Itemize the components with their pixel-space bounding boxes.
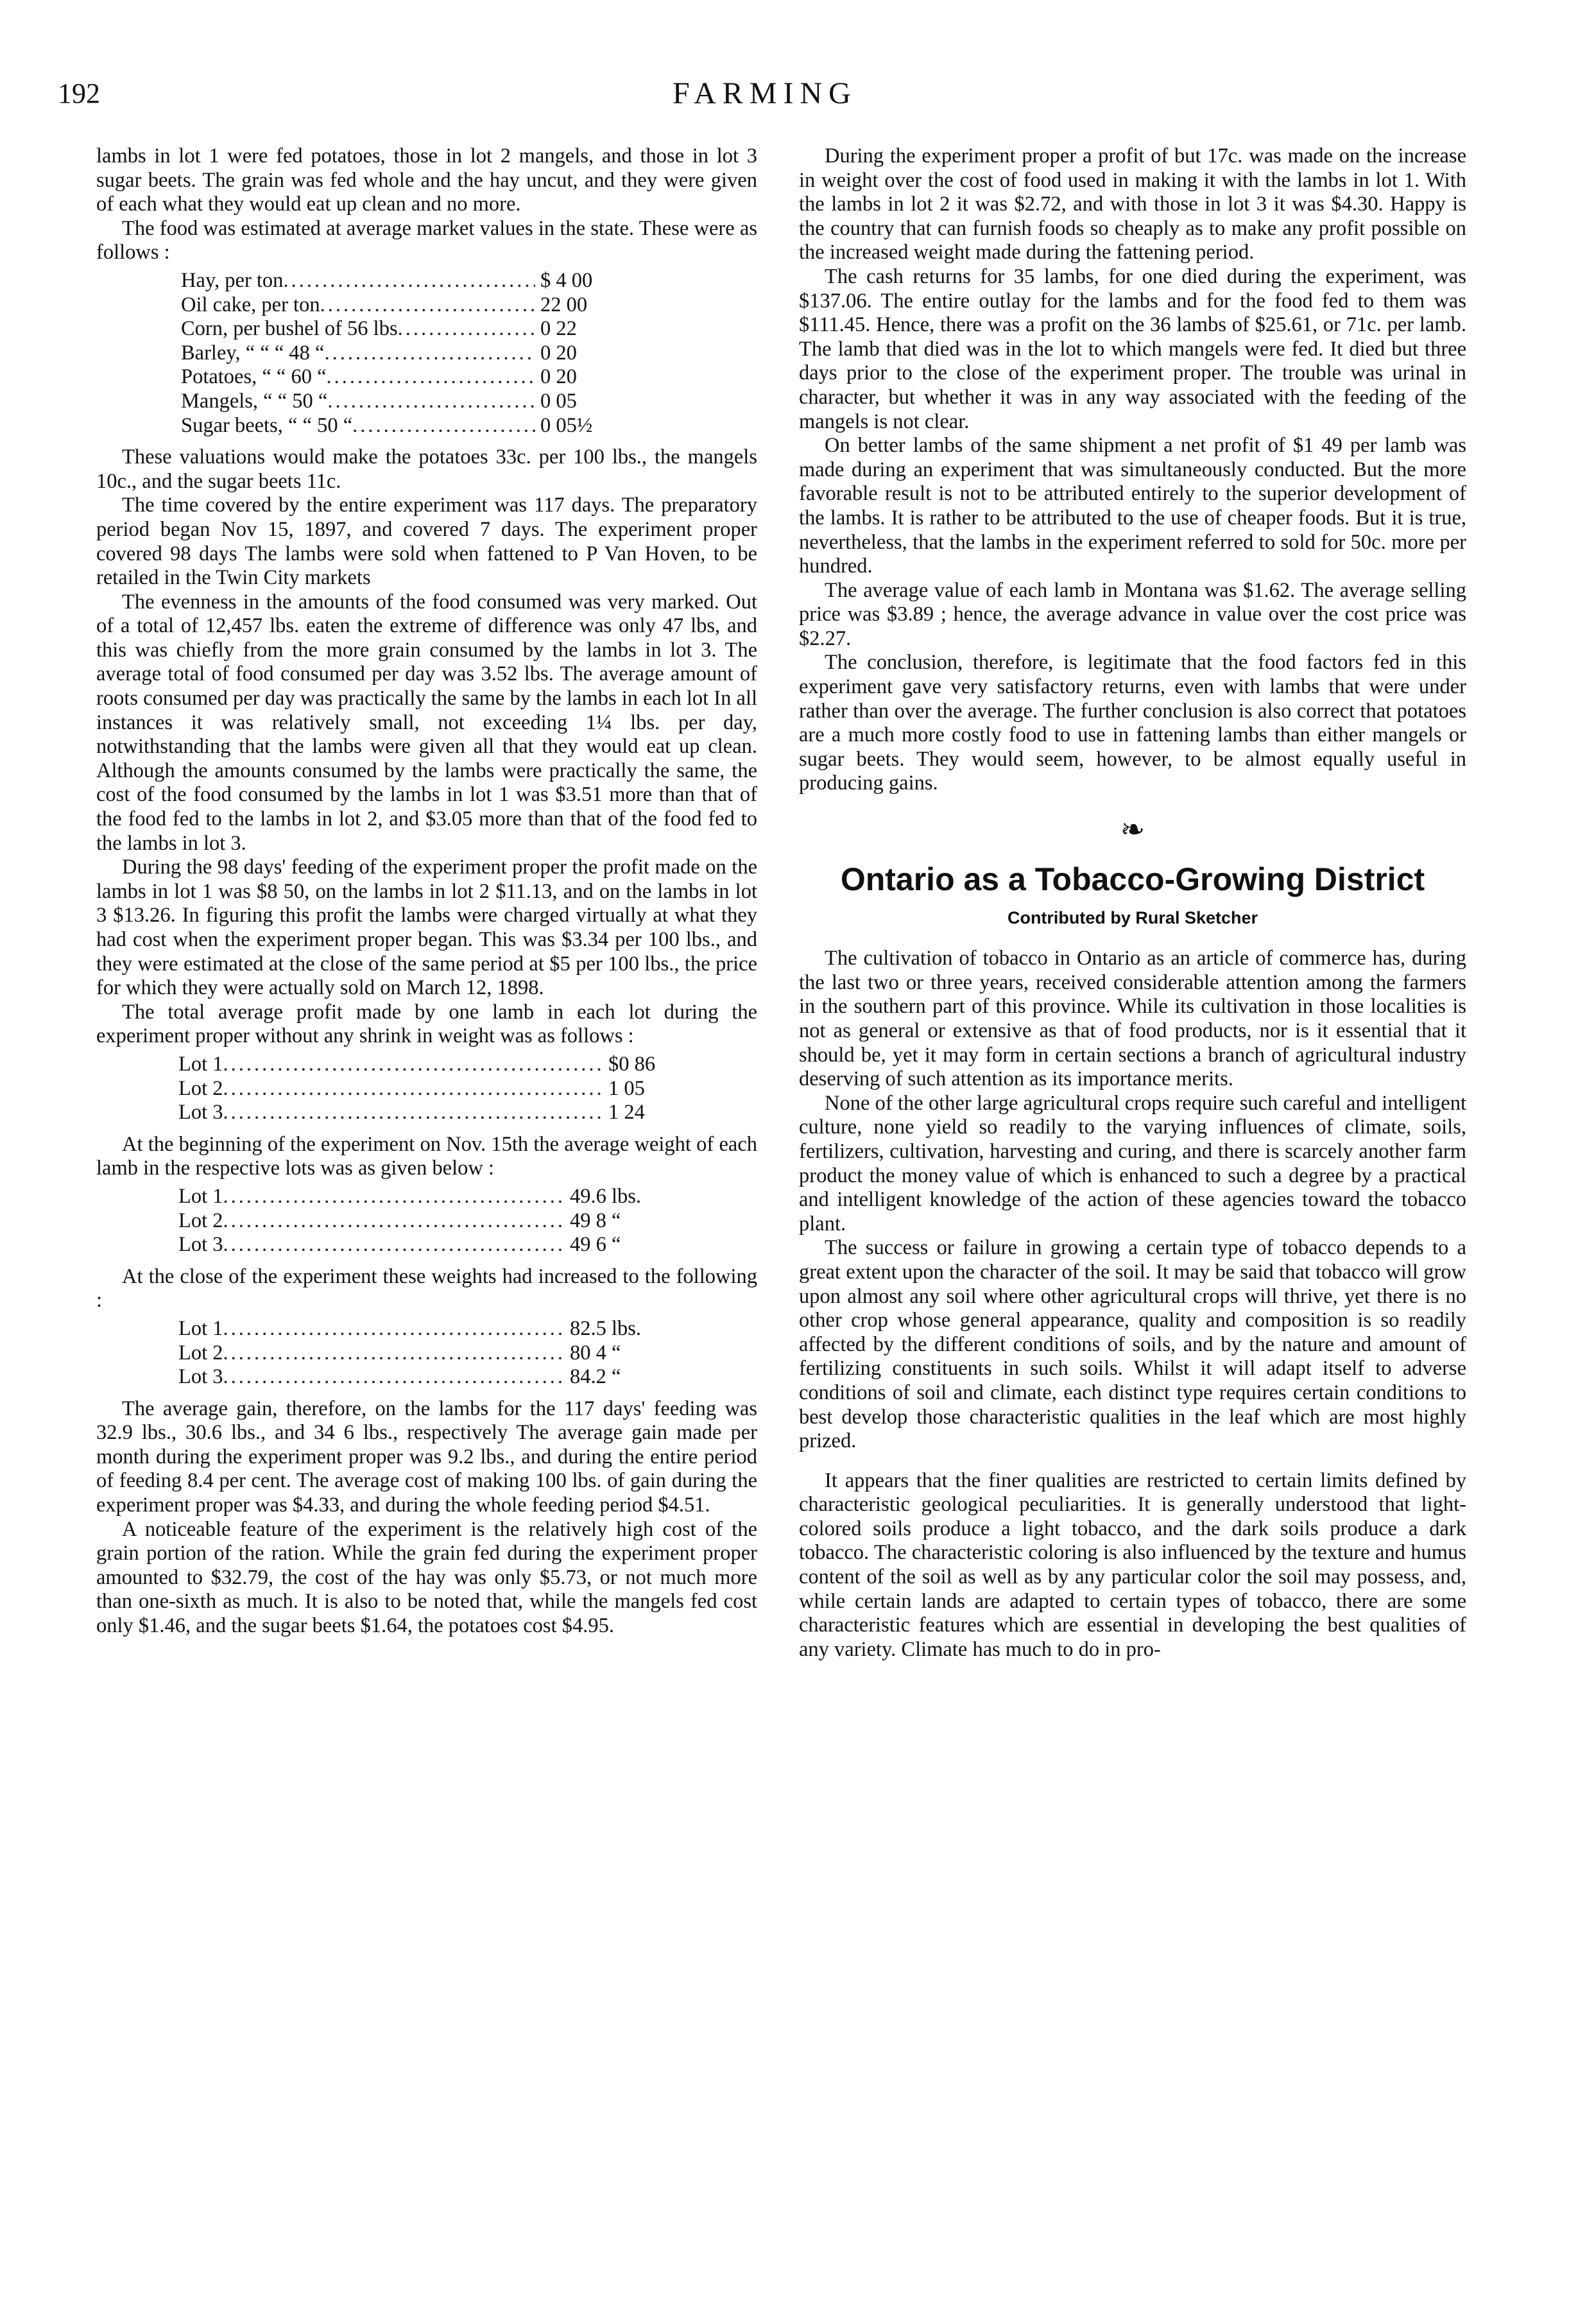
leader-dots bbox=[223, 1341, 565, 1366]
leader-dots bbox=[398, 317, 535, 341]
paragraph: The total average profit made by one lamb in each lot during the experiment proper without any shrink in weight was as follows : bbox=[96, 1000, 757, 1048]
feed-row bbox=[181, 269, 643, 293]
paragraph: During the 98 days' feeding of the experiment proper the profit made on the lambs in lot 1 was $8 50, on the lambs in lot 2 $11.13, and on the lambs in lot 3 $13.26. In figuring this profit the lambs were charged virtually at what they had cost when the experiment proper began. This was $3.34 per 100 lbs., and they were estimated at the close of the same period at $5 per 100 lbs., the price for which they were actually sold on March 12, 1898. bbox=[96, 856, 757, 1000]
weight-value: 84.2 “ bbox=[570, 1365, 621, 1389]
profit-row bbox=[178, 1053, 679, 1077]
feed-value: 0 05 bbox=[540, 389, 577, 413]
right-column bbox=[799, 144, 1466, 1662]
leader-dots bbox=[327, 365, 535, 390]
paragraph: lambs in lot 1 were fed potatoes, those in lot 2 mangels, and those in lot 3 sugar beets. The grain was fed whole and the hay uncut, and they were given of each what they would eat up clean and no more. bbox=[96, 144, 757, 216]
leader-dots bbox=[324, 341, 535, 366]
feed-label: Hay, per ton bbox=[181, 268, 284, 292]
paragraph: The conclusion, therefore, is legitimate that the food factors fed in this experiment gave very satisfactory returns, even with lambs that were under rather than over the average. The further conclusion is also correct that potatoes are a much more costly food to use in fattening lambs than either mangels or sugar beets. They would seem, however, to be almost equally useful in producing gains. bbox=[799, 651, 1466, 795]
feed-row bbox=[181, 390, 643, 414]
leader-dots bbox=[223, 1077, 603, 1101]
lot-label: Lot 1 bbox=[178, 1316, 223, 1340]
feed-label: Mangels, “ “ 50 “ bbox=[181, 389, 328, 413]
feed-value: 0 05½ bbox=[540, 413, 593, 437]
leader-dots bbox=[283, 269, 535, 293]
paragraph: None of the other large agricultural crops require such careful and intelligent culture, none yield so readily to the varying influences of climate, soils, fertilizers, cultivation, harvesting and curing, and there is scarcely another farm product the money value of which is enhanced to such a degree by a practical and intelligent knowledge of the action of these agencies toward the tobacco plant. bbox=[799, 1091, 1466, 1235]
profit-table bbox=[178, 1053, 679, 1125]
feed-value: 0 20 bbox=[540, 365, 577, 389]
weight-row bbox=[178, 1365, 666, 1390]
profit-row bbox=[178, 1101, 679, 1125]
running-title: FARMING bbox=[673, 76, 857, 110]
leader-dots bbox=[320, 293, 535, 318]
profit-value: 1 05 bbox=[608, 1076, 645, 1100]
leader-dots bbox=[327, 390, 535, 414]
lot-label: Lot 2 bbox=[178, 1076, 223, 1100]
lot-label: Lot 3 bbox=[178, 1101, 223, 1124]
paragraph: The success or failure in growing a certain type of tobacco depends to a great extent upon the character of the soil. It may be said that tobacco will grow upon almost any soil where other agricultural crops will thrive, yet there is no other crop whose general appearance, quality and composition is so readily affected by the different conditions of soils, and by the nature and amount of fertilizing constituents in such soils. Whilst it will adapt itself to adverse conditions of soil and climate, each distinct type requires certain conditions to best develop those characteristic qualities in the leaf which are most highly prized. bbox=[799, 1236, 1466, 1453]
feed-label: Oil cake, per ton bbox=[181, 293, 320, 316]
lot-label: Lot 3 bbox=[178, 1365, 223, 1389]
lot-label: Lot 2 bbox=[178, 1341, 223, 1364]
paragraph: The food was estimated at average market values in the state. These were as follows : bbox=[96, 216, 757, 264]
paragraph: At the beginning of the experiment on Nov. 15th the average weight of each lamb in the respective lots was as given below : bbox=[96, 1132, 757, 1180]
feed-label: Potatoes, “ “ 60 “ bbox=[181, 365, 327, 389]
paragraph: It appears that the finer qualities are restricted to certain limits defined by characteristic geological peculiarities. It is generally understood that light-colored soils produce a light tobacco, and the dark soils produce a dark tobacco. The characteristic coloring is also influenced by the texture and humus content of the soil as well as by any particular color the soil may possess, and, while certain lands are adapted to certain types of tobacco, there are some characteristic features which are essential in developing the best qualities of any variety. Climate has much to do in pro- bbox=[799, 1468, 1466, 1661]
profit-value: 1 24 bbox=[608, 1101, 645, 1124]
leader-dots bbox=[223, 1053, 603, 1077]
end-weights-table bbox=[178, 1317, 666, 1390]
leader-dots bbox=[352, 414, 535, 438]
leader-dots bbox=[223, 1209, 565, 1234]
paragraph: During the experiment proper a profit of but 17c. was made on the increase in weight over the cost of food used in making it with the lambs in lot 1. With the lambs in lot 2 it was $2.72, and with those in lot 3 it was $4.30. Happy is the country that can furnish foods so cheaply as to make any profit possible on the increased weight made during the fattening period. bbox=[799, 144, 1466, 264]
paragraph: The time covered by the entire experiment was 117 days. The preparatory period began Nov 15, 1897, and covered 7 days. The experiment proper covered 98 days The lambs were sold when fattened to P Van Hoven, to be retailed in the Twin City markets bbox=[96, 494, 757, 590]
weight-value: 49.6 lbs. bbox=[570, 1184, 642, 1208]
leader-dots bbox=[223, 1101, 603, 1125]
lot-label: Lot 3 bbox=[178, 1233, 223, 1257]
leader-dots bbox=[223, 1233, 565, 1257]
leader-dots bbox=[223, 1317, 565, 1341]
paragraph: The evenness in the amounts of the food consumed was very marked. Out of a total of 12,457 lbs. eaten the extreme of difference was only 47 lbs, and this was chiefly from the more grain consumed by the lambs in lot 3. The average total of food consumed per day was 3.52 lbs. The average amount of roots consumed per day was practically the same by the lambs in each lot In all instances it was relatively small, not exceeding 1¼ lbs. per day, notwithstanding that the lambs were given all that they would eat up clean. Although the amounts consumed by the lambs were practically the same, the cost of the food consumed by the lambs in lot 1 was $3.51 more than that of the food fed to the lambs in lot 2, and $3.05 more than that of the food fed to the lambs in lot 3. bbox=[96, 590, 757, 855]
feed-value: 0 22 bbox=[540, 317, 577, 341]
left-column bbox=[96, 144, 757, 1639]
weight-row bbox=[178, 1233, 666, 1257]
feed-label: Sugar beets, “ “ 50 “ bbox=[181, 413, 353, 437]
feed-value: 0 20 bbox=[540, 341, 577, 365]
lot-label: Lot 2 bbox=[178, 1209, 223, 1232]
weight-row bbox=[178, 1341, 666, 1366]
feed-row bbox=[181, 414, 643, 438]
feed-row bbox=[181, 341, 643, 366]
leader-dots bbox=[223, 1185, 565, 1209]
page-number: 192 bbox=[58, 78, 100, 109]
article-title: Ontario as a Tobacco-Growing District bbox=[840, 861, 1425, 897]
feed-values-table bbox=[181, 269, 643, 438]
feed-value: $ 4 00 bbox=[540, 268, 593, 292]
paragraph: On better lambs of the same shipment a net profit of $1 49 per lamb was made during an experiment that was simultaneously conducted. But the more favorable result is not to be attributed entirely to the superior development of the lambs. It is rather to be attributed to the use of cheaper foods. But it is true, nevertheless, that the lambs in the experiment referred to sold for 50c. more per hundred. bbox=[799, 434, 1466, 578]
paragraph: At the close of the experiment these weights had increased to the following : bbox=[96, 1264, 757, 1313]
feed-label: Corn, per bushel of 56 lbs bbox=[181, 317, 398, 341]
profit-row bbox=[178, 1077, 679, 1101]
paragraph: The cultivation of tobacco in Ontario as an article of commerce has, during the last two or three years, received considerable attention among the farmers in the southern part of this province. While its cultivation in those localities is not as general or extensive as that of food products, nor is it essential that it should be, yet it may form in certain sections a branch of agricultural industry deserving of such attention as its importance merits. bbox=[799, 947, 1466, 1091]
paragraph: The average value of each lamb in Montana was $1.62. The average selling price was $3.89 ; hence, the average advance in value over the cost price was $2.27. bbox=[799, 578, 1466, 650]
article-byline: Contributed by Rural Sketcher bbox=[1007, 908, 1258, 927]
weight-row bbox=[178, 1185, 666, 1209]
section-ornament: ❧ bbox=[1120, 813, 1145, 847]
weight-row bbox=[178, 1317, 666, 1341]
lot-label: Lot 1 bbox=[178, 1184, 223, 1208]
feed-value: 22 00 bbox=[540, 293, 588, 316]
weight-value: 82.5 lbs. bbox=[570, 1316, 642, 1340]
weight-value: 49 8 “ bbox=[570, 1209, 621, 1232]
paragraph: The average gain, therefore, on the lambs for the 117 days' feeding was 32.9 lbs., 30.6 lbs., and 34 6 lbs., respectively The average gain made per month during the experiment proper was 9.2 lbs., and during the entire period of feeding 8.4 per cent. The average cost of making 100 lbs. of gain during the experiment proper was $4.33, and during the whole feeding period $4.51. bbox=[96, 1397, 757, 1517]
paragraph: These valuations would make the potatoes 33c. per 100 lbs., the mangels 10c., and the sugar beets 11c. bbox=[96, 445, 757, 493]
feed-row bbox=[181, 293, 643, 318]
feed-label: Barley, “ “ “ 48 “ bbox=[181, 341, 325, 365]
feed-row bbox=[181, 317, 643, 341]
weight-value: 49 6 “ bbox=[570, 1233, 621, 1257]
lot-label: Lot 1 bbox=[178, 1052, 223, 1076]
paragraph: A noticeable feature of the experiment is the relatively high cost of the grain portion of the ration. While the grain fed during the experiment proper amounted to $32.79, the cost of the hay was only $5.73, or not much more than one-sixth as much. It is also to be noted that, while the mangels fed cost only $1.46, and the sugar beets $1.64, the potatoes cost $4.95. bbox=[96, 1517, 757, 1638]
profit-value: $0 86 bbox=[608, 1052, 656, 1076]
weight-row bbox=[178, 1209, 666, 1234]
paragraph: The cash returns for 35 lambs, for one died during the experiment, was $137.06. The entire outlay for the lambs and for the food fed to them was $111.45. Hence, there was a profit on the 36 lambs of $25.61, or 71c. per lamb. The lamb that died was in the lot to which mangels were fed. It died but three days prior to the close of the experiment proper. The trouble was urinal in character, but whether it was in any way associated with the feeding of the mangels is not clear. bbox=[799, 264, 1466, 433]
feed-row bbox=[181, 365, 643, 390]
start-weights-table bbox=[178, 1185, 666, 1257]
weight-value: 80 4 “ bbox=[570, 1341, 621, 1364]
leader-dots bbox=[223, 1365, 565, 1390]
